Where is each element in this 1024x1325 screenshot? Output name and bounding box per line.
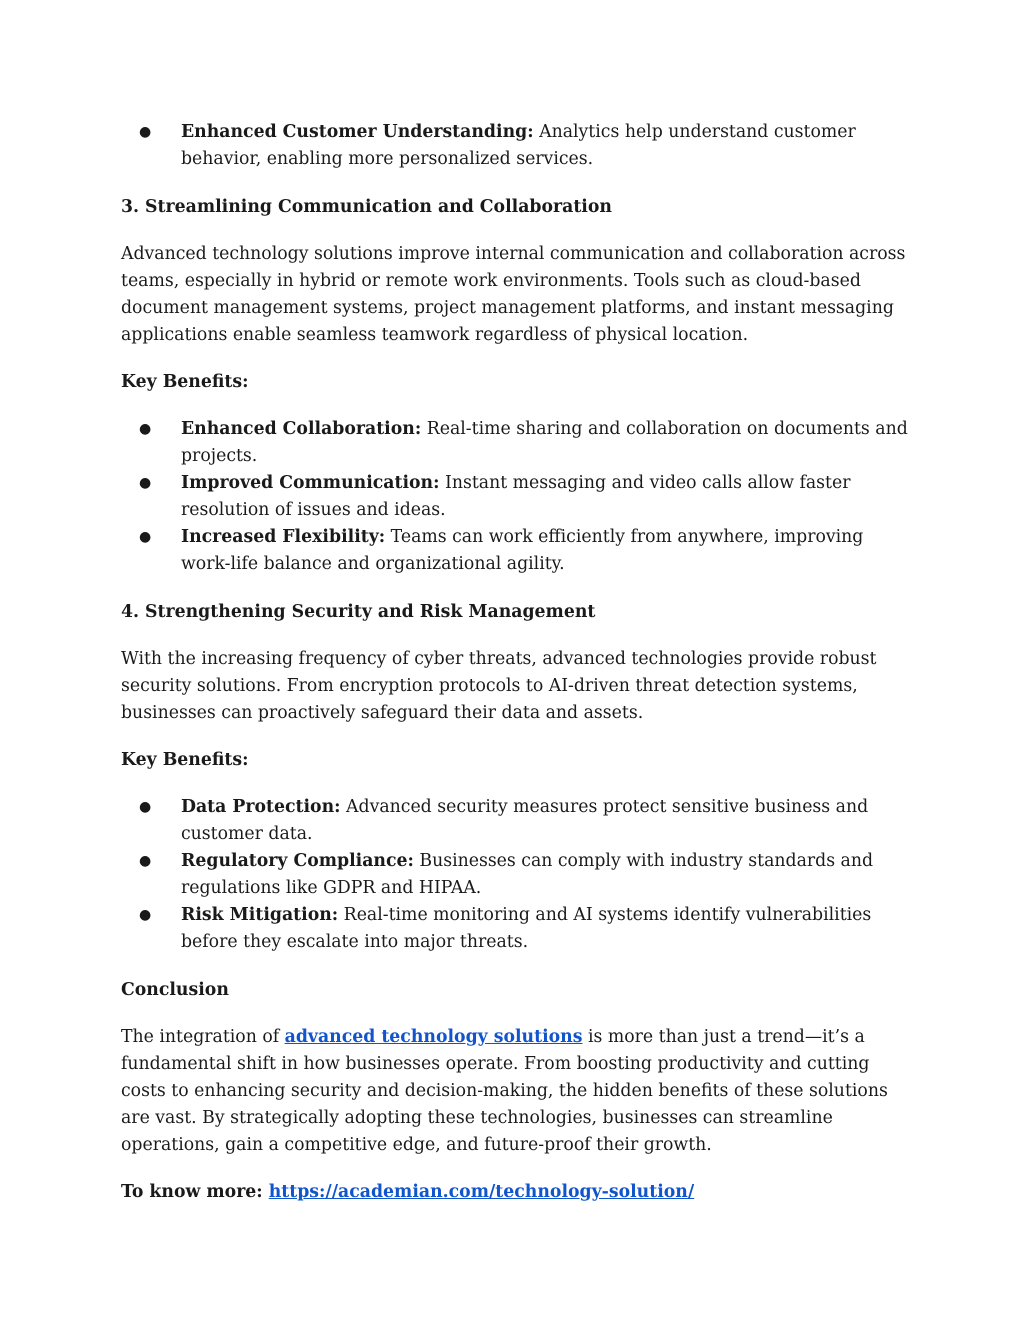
key-benefits-heading: Key Benefits: [121,750,249,770]
bullet-icon: ● [139,853,152,869]
bullet-icon: ● [139,124,152,140]
bullet-text: Businesses can comply with industry standards and regulations like GDPR and HIPAA. [181,851,874,898]
know-more-label: To know more: [121,1182,269,1202]
list-item [121,794,911,848]
list-item [121,416,911,470]
key-benefits-heading: Key Benefits: [121,372,249,392]
conclusion-paragraph [121,1024,911,1159]
bullet-term: Enhanced Customer Understanding: [181,122,534,142]
advanced-technology-solutions-link[interactable]: advanced technology solutions [284,1027,583,1047]
sec4-bullet-list [121,794,911,956]
technology-solution-url-link[interactable]: https://academian.com/technology-solution/ [268,1182,695,1202]
bullet-text: Analytics help understand customer behavior, enabling more personalized services. [181,122,856,169]
list-item [121,524,911,578]
bullet-icon: ● [139,799,152,815]
sec2-bullet-list [121,119,911,173]
list-item [121,119,911,173]
conclusion-text-before: The integration of [121,1027,285,1047]
bullet-icon: ● [139,421,152,437]
bullet-term: Regulatory Compliance: [181,851,414,871]
conclusion-heading: Conclusion [121,980,229,1000]
know-more-line [121,1179,911,1206]
conclusion-text-after: is more than just a trend—it’s a fundamental shift in how businesses operate. From boosting productivity and cutting costs to enhancing security and decision-making, the hidden benefits of these solutions are vast. By strategically adopting these technologies, businesses can streamline operations, gain a competitive edge, and future-proof their growth. [121,1027,888,1155]
sec3-bullet-list [121,416,911,578]
list-item [121,470,911,524]
list-item [121,902,911,956]
bullet-icon: ● [139,475,152,491]
bullet-text: Instant messaging and video calls allow faster resolution of issues and ideas. [181,473,851,520]
bullet-text: Real-time monitoring and AI systems identify vulnerabilities before they escalate into major threats. [181,905,872,952]
bullet-text: Advanced security measures protect sensitive business and customer data. [181,797,869,844]
bullet-icon: ● [139,907,152,923]
section-heading: 4. Strengthening Security and Risk Management [121,602,596,622]
bullet-text: Teams can work efficiently from anywhere, improving work-life balance and organizational agility. [181,527,864,574]
bullet-term: Data Protection: [181,797,341,817]
section-paragraph: Advanced technology solutions improve internal communication and collaboration across teams, especially in hybrid or remote work environments. Tools such as cloud-based document management systems, project management platforms, and instant messaging applications enable seamless teamwork regardless of physical location. [121,244,906,345]
bullet-term: Risk Mitigation: [181,905,339,925]
bullet-term: Improved Communication: [181,473,440,493]
section-paragraph: With the increasing frequency of cyber threats, advanced technologies provide robust security solutions. From encryption protocols to AI-driven threat detection systems, businesses can proactively safeguard their data and assets. [121,649,877,723]
bullet-term: Increased Flexibility: [181,527,386,547]
list-item [121,848,911,902]
bullet-icon: ● [139,529,152,545]
bullet-text: Real-time sharing and collaboration on documents and projects. [181,419,908,466]
section-heading: 3. Streamlining Communication and Collaboration [121,197,612,217]
bullet-term: Enhanced Collaboration: [181,419,422,439]
